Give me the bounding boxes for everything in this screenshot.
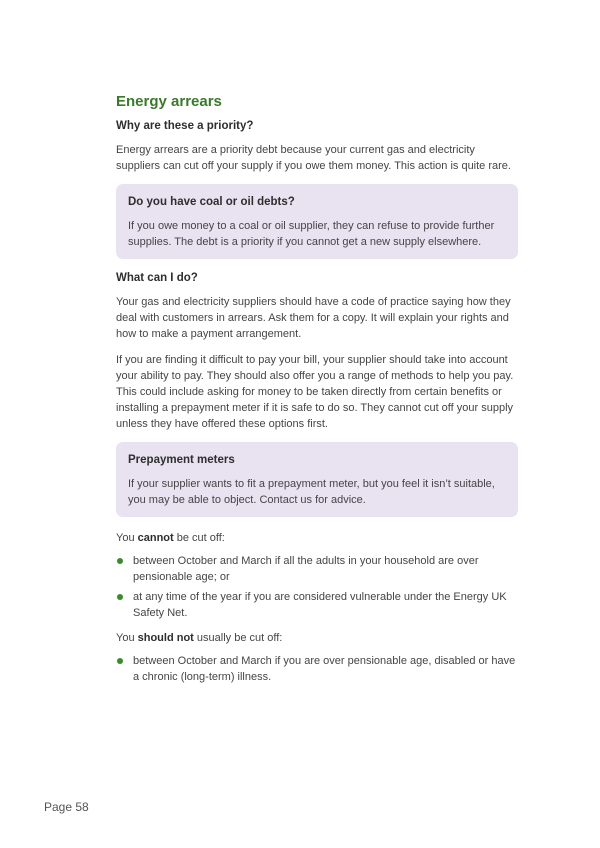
list-item: between October and March if all the adults in your household are over pensionable age; or (116, 553, 518, 585)
what-can-i-do-heading: What can I do? (116, 272, 198, 284)
coal-oil-callout-title: Do you have coal or oil debts? (128, 196, 295, 208)
section-heading: Energy arrears (116, 93, 222, 110)
prepayment-callout-text: If your supplier wants to fit a prepayment meter, but you feel it isn’t suitable, you may be able to object. Contact us for advice. (128, 478, 495, 506)
coal-oil-callout (116, 184, 518, 259)
page-number: Page 58 (44, 800, 89, 814)
prepayment-callout (116, 442, 518, 517)
bullet-dot-icon (117, 558, 123, 564)
why-priority-heading: Why are these a priority? (116, 120, 254, 132)
bullet-dot-icon (117, 594, 123, 600)
code-of-practice-paragraph: Your gas and electricity suppliers should have a code of practice saying how they deal with customers in arrears. Ask them for a copy. It will explain your rights and how to make a payment arrangement. (116, 296, 511, 340)
bullet-dot-icon (117, 658, 123, 664)
page-content (116, 93, 518, 694)
why-priority-text: Energy arrears are a priority debt because your current gas and electricity suppliers can cut off your supply if you owe them money. This action is quite rare. (116, 144, 511, 172)
should-not-be-cut-off-lead: You should not usually be cut off: (116, 632, 283, 644)
should-not-list (116, 653, 518, 685)
should-not-emphasis: should not (137, 632, 194, 644)
ability-to-pay-paragraph: If you are finding it difficult to pay your bill, your supplier should take into account your ability to pay. They should also offer you a range of methods to help you pay. This could include asking for money to be taken directly from certain benefits or installing a prepayment meter if it is safe to do so. They cannot cut off your supply unless they have offered these options first. (116, 354, 514, 430)
list-item: at any time of the year if you are considered vulnerable under the Energy UK Safety Net. (116, 589, 518, 621)
cannot-be-cut-off-lead: You cannot be cut off: (116, 532, 225, 544)
prepayment-callout-title: Prepayment meters (128, 454, 235, 466)
cannot-emphasis: cannot (137, 532, 174, 544)
list-item: between October and March if you are over pensionable age, disabled or have a chronic (long-term) illness. (116, 653, 518, 685)
cannot-list (116, 553, 518, 621)
coal-oil-callout-text: If you owe money to a coal or oil supplier, they can refuse to provide further supplies. The debt is a priority if you cannot get a new supply elsewhere. (128, 220, 495, 248)
